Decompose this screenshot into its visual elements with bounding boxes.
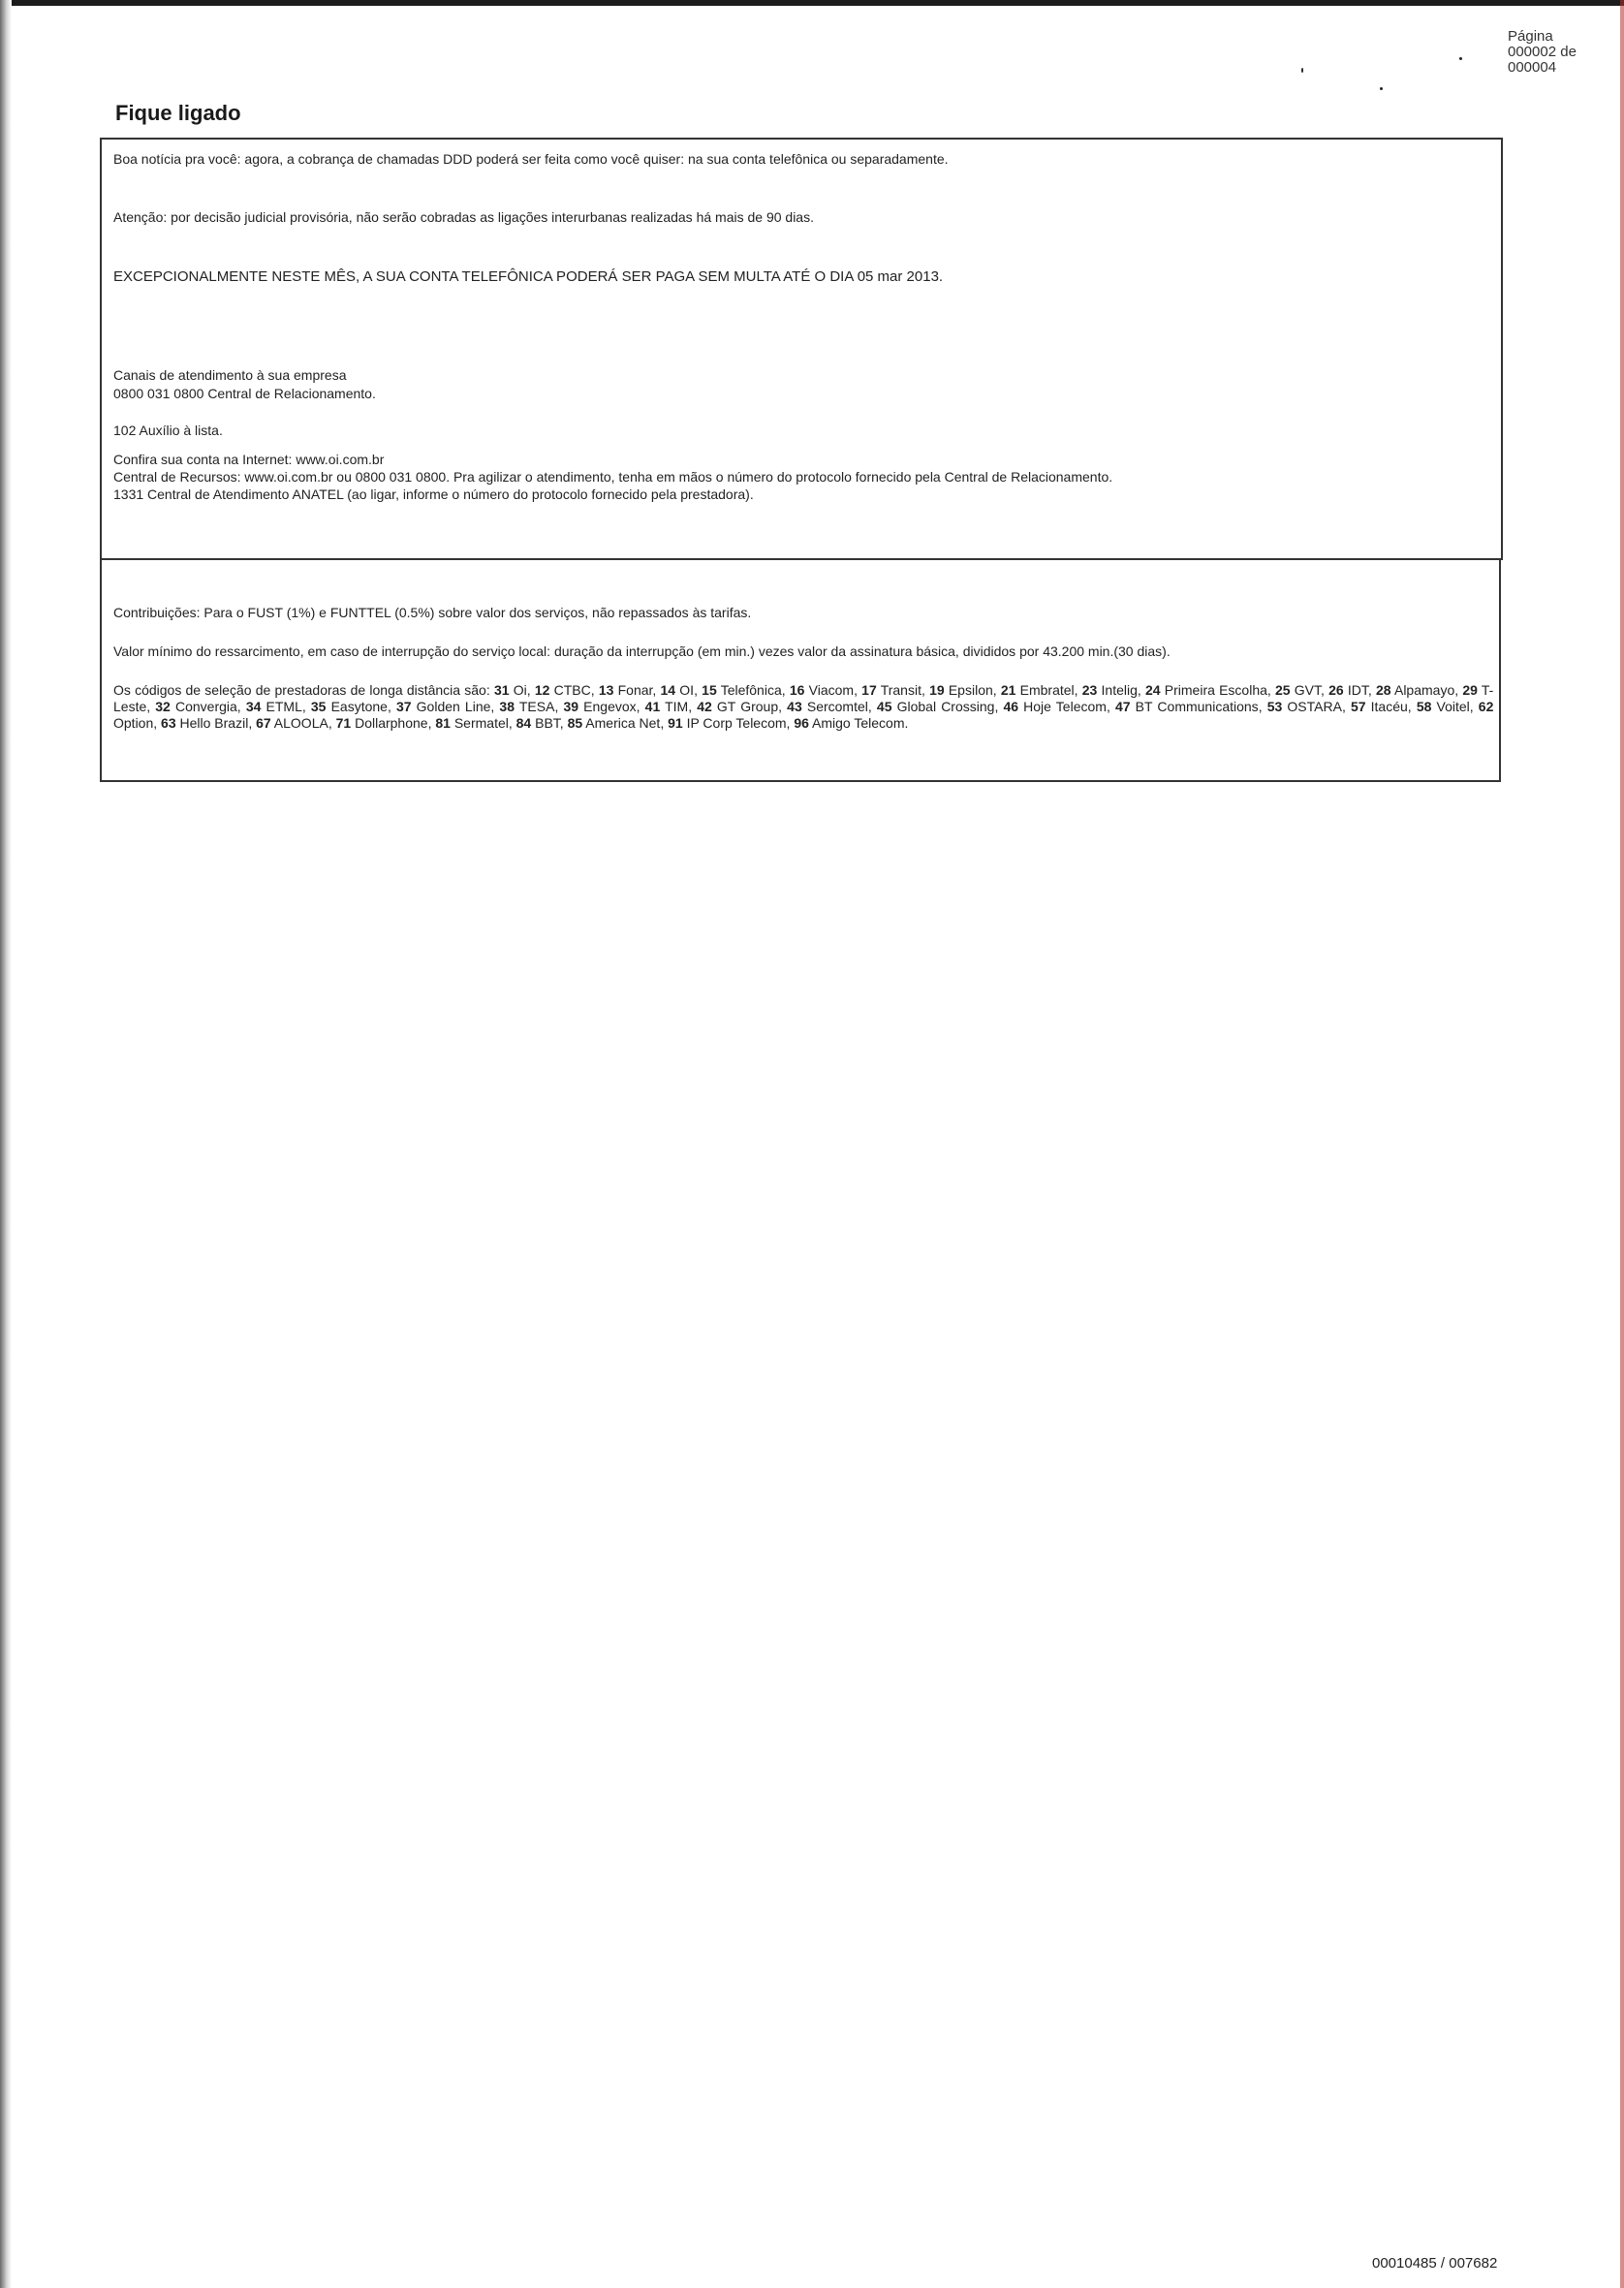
carrier-item [645, 699, 689, 714]
carrier-name: Intelig [1101, 682, 1138, 698]
carrier-item [336, 715, 428, 731]
carrier-name: Dollarphone [355, 715, 428, 731]
carrier-name: CTBC [553, 682, 591, 698]
carrier-name: Epsilon [948, 682, 993, 698]
page-number [1508, 29, 1577, 76]
carrier-code: 43 [787, 699, 802, 714]
carrier-name: BT Communications [1135, 699, 1259, 714]
carrier-code: 63 [161, 715, 176, 731]
carrier-name: TESA [518, 699, 555, 714]
carrier-code: 41 [644, 699, 661, 714]
carrier-name: Golden Line [416, 699, 491, 714]
carrier-item [599, 682, 653, 698]
carrier-code: 35 [310, 699, 327, 714]
carrier-code: 24 [1145, 682, 1161, 698]
carrier-item [1145, 682, 1267, 698]
channels-phone: 0800 031 0800 Central de Relacionamento. [113, 386, 376, 401]
carrier-item [1001, 682, 1075, 698]
page-number-label: Página [1508, 28, 1553, 45]
internet-bill-info: Confira sua conta na Internet: www.oi.com.br [113, 452, 385, 467]
carrier-code: 39 [563, 699, 579, 714]
scan-left-shadow [0, 0, 12, 2288]
carrier-name: Convergia [174, 699, 237, 714]
carrier-item [568, 715, 661, 731]
carrier-code: 14 [660, 682, 676, 698]
scan-top-border [0, 0, 1624, 6]
carrier-code: 34 [245, 699, 262, 714]
carrier-name: IP Corp Telecom [686, 715, 787, 731]
notice-box [100, 138, 1503, 560]
resources-center: Central de Recursos: www.oi.com.br ou 0800 031 0800. Pra agilizar o atendimento, tenha em mãos o número do protocolo fornecido pela Central de Relacionamento. [113, 469, 1113, 485]
carrier-code: 62 [1478, 699, 1494, 714]
carrier-item [1417, 699, 1470, 714]
carrier-item [1115, 699, 1259, 714]
carrier-item [787, 699, 868, 714]
carrier-name: Option [113, 715, 154, 731]
carrier-code: 57 [1350, 699, 1366, 714]
carrier-name: Itacéu [1370, 699, 1408, 714]
carrier-code: 67 [256, 715, 271, 731]
carrier-item [435, 715, 509, 731]
carrier-item [1376, 682, 1454, 698]
carrier-code: 38 [499, 699, 515, 714]
directory-assistance: 102 Auxílio à lista. [113, 423, 223, 438]
carrier-code: 15 [702, 682, 717, 698]
document-control-code: 00010485 / 007682 [1372, 2255, 1498, 2272]
scan-speck [1459, 57, 1462, 60]
carrier-name: OSTARA [1287, 699, 1342, 714]
carrier-item [563, 699, 636, 714]
carrier-name: Hello Brazil [179, 715, 249, 731]
scan-speck [1380, 87, 1383, 90]
carrier-name: GVT [1294, 682, 1322, 698]
carrier-item [494, 682, 527, 698]
carrier-name: Embratel [1019, 682, 1075, 698]
carrier-code: 17 [861, 682, 877, 698]
carrier-code: 21 [1000, 682, 1016, 698]
carrier-item [929, 682, 993, 698]
carrier-codes-paragraph: Os códigos de seleção de prestadoras de longa distância são: 31 Oi, 12 CTBC, 13 Fonar, 14 OI, 15 Telefônica, 16 Viacom, 17 Transit, 19 Epsilon, 21 Embratel, 23 Intelig, 24 Primeira Escolha, 25 GVT, 26 IDT, 28 Alpamayo, 29 T-Leste, 32 Convergia, 34 ETML, 35 Easytone, 37 Golden Line, 38 TESA, 39 Engevox, 41 TIM, 42 GT Group, 43 Sercomtel, 45 Global Crossing, 46 Hoje Telecom, 47 BT Communications, 53 OSTARA, 57 Itacéu, 58 Voitel, 62 Option, 63 Hello Brazil, 67 ALOOLA, 71 Dollarphone, 81 Sermatel, 84 BBT, 85 America Net, 91 IP Corp Telecom, 96 Amigo Telecom. [113, 682, 1494, 731]
carrier-code: 23 [1081, 682, 1098, 698]
carrier-item [499, 699, 554, 714]
channels-title: Canais de atendimento à sua empresa [113, 367, 347, 383]
carrier-item [790, 682, 854, 698]
carrier-name: Voitel [1436, 699, 1470, 714]
carrier-item [1003, 699, 1107, 714]
page-number-current: 000002 de [1508, 44, 1577, 60]
carrier-name: IDT [1347, 682, 1368, 698]
carrier-code: 91 [668, 715, 683, 731]
carrier-code: 53 [1266, 699, 1283, 714]
carrier-item [535, 682, 591, 698]
carrier-item [155, 699, 237, 714]
carrier-code: 13 [598, 682, 614, 698]
carrier-code: 25 [1275, 682, 1291, 698]
carrier-name: Viacom [808, 682, 855, 698]
carrier-item [697, 699, 778, 714]
refund-text: Valor mínimo do ressarcimento, em caso de interrupção do serviço local: duração da interrupção (em min.) vezes valor da assinatura básica, divididos por 43.200 min.(30 dias). [113, 643, 1171, 659]
carrier-name: Fonar [617, 682, 653, 698]
carrier-name: Oi [513, 682, 527, 698]
carrier-code: 42 [697, 699, 712, 714]
carrier-item [702, 682, 782, 698]
carrier-name: Hoje Telecom [1023, 699, 1107, 714]
carrier-name: BBT [535, 715, 560, 731]
carrier-item [661, 682, 695, 698]
carrier-code: 28 [1375, 682, 1391, 698]
carrier-item [161, 715, 248, 731]
carrier-name: America Net [585, 715, 661, 731]
carrier-name: T-Leste [113, 682, 1494, 714]
contributions-text: Contribuições: Para o FUST (1%) e FUNTTEL (0.5%) sobre valor dos serviços, não repassados às tarifas. [113, 605, 752, 620]
carrier-name: ALOOLA [273, 715, 328, 731]
carrier-code: 71 [335, 715, 352, 731]
carrier-name: Primeira Escolha [1164, 682, 1267, 698]
carrier-item [861, 682, 921, 698]
carrier-name: Telefônica [720, 682, 782, 698]
page-number-total: 000004 [1508, 59, 1557, 76]
carrier-code: 31 [493, 682, 510, 698]
carrier-item [1328, 682, 1368, 698]
carrier-name: Engevox [583, 699, 637, 714]
carrier-name: Transit [880, 682, 921, 698]
carrier-item [396, 699, 490, 714]
carrier-code: 32 [155, 699, 171, 714]
carrier-code: 45 [876, 699, 892, 714]
scan-speck [1301, 68, 1303, 73]
carrier-code: 12 [534, 682, 550, 698]
carrier-code: 58 [1416, 699, 1432, 714]
carrier-code: 84 [515, 715, 532, 731]
carrier-code: 29 [1462, 682, 1478, 698]
carrier-item [1267, 699, 1342, 714]
carrier-code: 16 [789, 682, 805, 698]
carrier-item [256, 715, 328, 731]
notice-payment-deadline: EXCEPCIONALMENTE NESTE MÊS, A SUA CONTA TELEFÔNICA PODERÁ SER PAGA SEM MULTA ATÉ O DIA 05 mar 2013. [113, 268, 944, 285]
carrier-name: Sermatel [453, 715, 509, 731]
carrier-name: Easytone [330, 699, 388, 714]
carrier-name: Sercomtel [806, 699, 868, 714]
carrier-name: Global Crossing [896, 699, 995, 714]
carrier-code: 47 [1114, 699, 1131, 714]
carrier-item [877, 699, 995, 714]
carrier-name: GT Group [716, 699, 779, 714]
carrier-name: ETML [265, 699, 302, 714]
carrier-code: 96 [794, 715, 809, 731]
info-box [100, 558, 1501, 782]
carrier-code: 26 [1328, 682, 1344, 698]
carrier-code: 81 [435, 715, 451, 731]
carrier-item [516, 715, 560, 731]
carrier-code: 85 [567, 715, 583, 731]
carrier-code: 46 [1003, 699, 1019, 714]
carrier-name: Amigo Telecom [812, 715, 905, 731]
scan-right-edge [1620, 0, 1624, 2288]
carrier-item [311, 699, 388, 714]
carrier-item [668, 715, 786, 731]
carrier-item [1082, 682, 1138, 698]
carrier-item [1275, 682, 1321, 698]
carrier-item [246, 699, 302, 714]
carrier-code: 19 [929, 682, 945, 698]
carrier-name: OI [679, 682, 695, 698]
section-title: Fique ligado [115, 101, 241, 125]
carrier-item [794, 715, 904, 731]
carrier-codes-intro: Os códigos de seleção de prestadoras de longa distância são: [113, 682, 490, 698]
notice-judicial-decision: Atenção: por decisão judicial provisória, não serão cobradas as ligações interurbanas realizadas há mais de 90 dias. [113, 209, 814, 225]
anatel-center: 1331 Central de Atendimento ANATEL (ao ligar, informe o número do protocolo fornecido pela prestadora). [113, 486, 754, 502]
carrier-name: Alpamayo [1393, 682, 1455, 698]
carrier-item [1351, 699, 1408, 714]
carrier-name: TIM [665, 699, 689, 714]
notice-ddd-billing: Boa notícia pra você: agora, a cobrança de chamadas DDD poderá ser feita como você quiser: na sua conta telefônica ou separadamente. [113, 151, 949, 167]
carrier-code: 37 [395, 699, 412, 714]
